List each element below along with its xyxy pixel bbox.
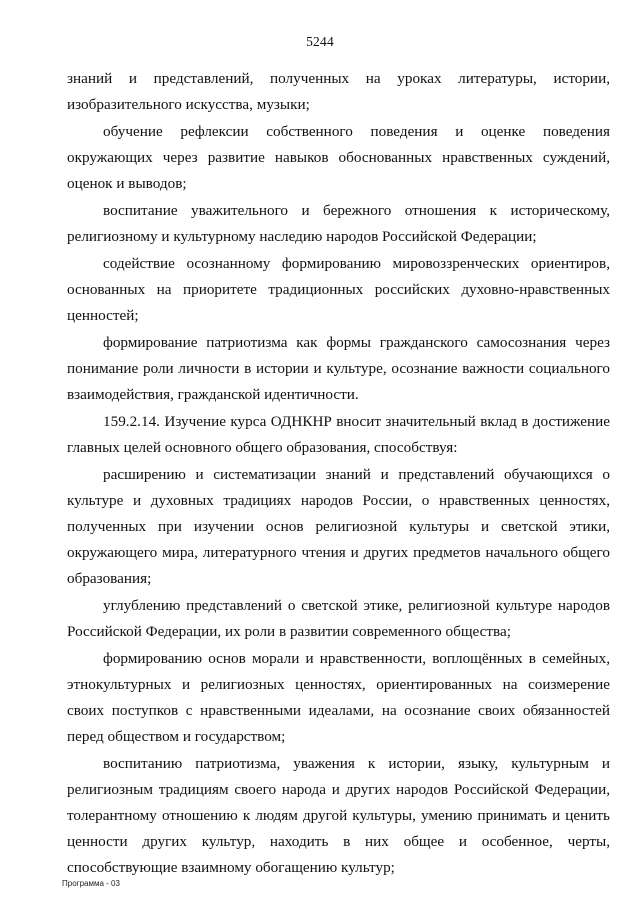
paragraph-5: формирование патриотизма как формы гражданского самосознания через понимание роли личности в истории и культуре, осознание важности социального взаимодействия, гражданской идентичности. [67,334,610,403]
page-footer: Программа - 03 [62,879,120,888]
paragraph-1: знаний и представлений, полученных на уроках литературы, истории, изобразительного искусства, музыки; [67,70,610,113]
paragraph-7: расширению и систематизации знаний и представлений обучающихся о культуре и духовных традициях народов России, о нравственных ценностях, полученных при изучении основ религиозной культуры и светской этики, окружающего мира, литературного чтения и других предметов начального общего образования; [67,466,610,587]
paragraph-2: обучение рефлексии собственного поведения и оценке поведения окружающих через развитие навыков обоснованных нравственных суждений, оценок и выводов; [67,123,610,192]
paragraph-6: 159.2.14. Изучение курса ОДНКНР вносит значительный вклад в достижение главных целей основного общего образования, способствуя: [67,413,610,456]
paragraph-9: формированию основ морали и нравственности, воплощённых в семейных, этнокультурных и религиозных ценностях, ориентированных на соизмерение своих поступков с нравственными идеалами, на осознание своих обязанностей перед обществом и государством; [67,650,610,745]
document-body [67,66,610,882]
paragraph-3: воспитание уважительного и бережного отношения к историческому, религиозному и культурному наследию народов Российской Федерации; [67,202,610,245]
paragraph-10: воспитанию патриотизма, уважения к истории, языку, культурным и религиозным традициям своего народа и других народов Российской Федерации, толерантному отношению к людям другой культуры, умению принимать и ценить ценности других культур, находить в них общее и особенное, черты, способствующие взаимному обогащению культур; [67,755,610,876]
page-number: 5244 [306,34,334,49]
paragraph-4: содействие осознанному формированию мировоззренческих ориентиров, основанных на приоритете традиционных российских духовно-нравственных ценностей; [67,255,610,324]
paragraph-8: углублению представлений о светской этике, религиозной культуре народов Российской Федерации, их роли в развитии современного общества; [67,597,610,640]
